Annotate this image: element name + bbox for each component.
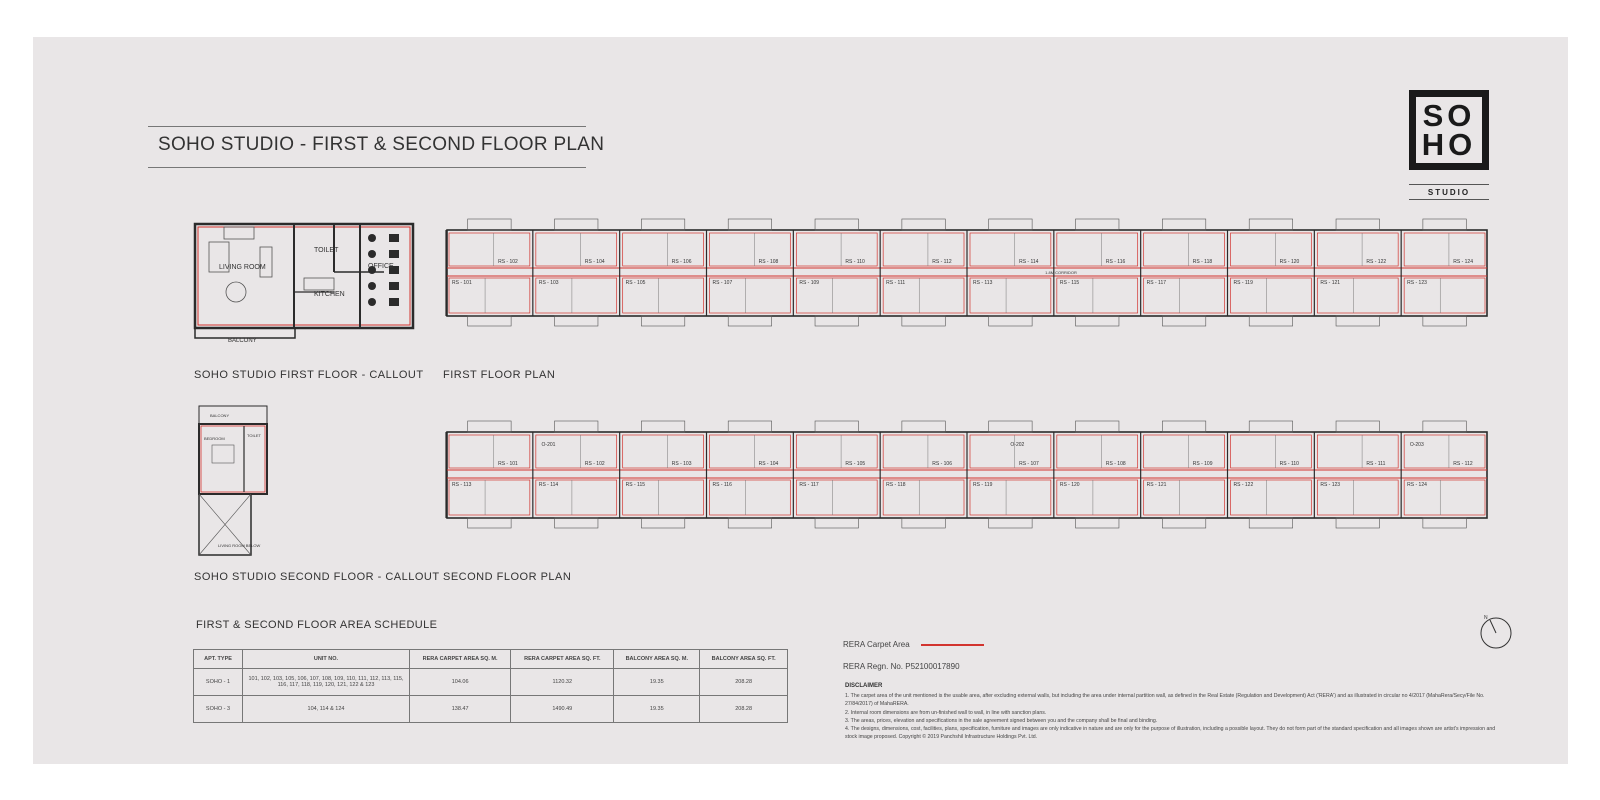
schedule-col-header: BALCONY AREA SQ. M. <box>614 650 700 669</box>
callout2-toilet-label: TOILET <box>247 433 261 438</box>
first-floor-unit-label: RS - 111 <box>886 280 906 286</box>
table-row <box>194 669 788 696</box>
callout2-bedroom-label: BEDROOM <box>204 436 225 441</box>
schedule-cell: 138.47 <box>410 696 511 723</box>
logo-line-2: HO <box>1421 127 1477 162</box>
first-floor-unit-label: RS - 108 <box>758 259 779 265</box>
schedule-cell: 208.28 <box>700 696 788 723</box>
callout2-balcony-label: BALCONY <box>210 413 230 418</box>
second-floor-unit-label: RS - 122 <box>1233 482 1254 488</box>
schedule-cell: 104, 114 & 124 <box>243 696 410 723</box>
legend-swatch <box>921 644 984 646</box>
disclaimer-item: 4. The designs, dimensions, cost, facilities, plans, specification, furniture and images are only indicative in nature and are only for the purpose of illustration, including a possible layout. They do not form part of the standard specification and all images shown are artist's impression and stock image proposed. Copyright © 2019 Panchshil Infrastructure Holdings Pvt. Ltd. <box>845 726 1496 741</box>
second-floor-unit-label: RS - 113 <box>452 482 472 488</box>
second-floor-unit-label: RS - 104 <box>758 461 779 467</box>
second-floor-unit-label: RS - 118 <box>886 482 906 488</box>
office-unit-label: O-201 <box>541 442 556 448</box>
first-floor-unit-label: RS - 115 <box>1059 280 1080 286</box>
second-floor-unit-label: RS - 101 <box>498 461 518 467</box>
first-floor-unit-label: RS - 122 <box>1366 259 1387 265</box>
second-floor-unit-label: RS - 111 <box>1366 461 1386 467</box>
first-floor-unit-label: RS - 121 <box>1320 280 1341 286</box>
second-floor-unit-label: RS - 102 <box>584 461 605 467</box>
first-floor-unit-label: RS - 116 <box>1105 259 1126 265</box>
disclaimer-item: 1. The carpet area of the unit mentioned is the usable area, after excluding external walls, but including the area under internal partition wall, as defined in the Real Estate (Regulation and Development) Act ('RERA') and as illustrated in circular no 4/2017 (MahaRera/Secy/File No. 27/84/2017) of MahaRERA. <box>845 693 1485 708</box>
north-label: N <box>1484 615 1488 621</box>
callout-kitchen-label: KITCHEN <box>314 291 345 298</box>
second-floor-unit-label: RS - 107 <box>1019 461 1039 467</box>
first-floor-unit-label: RS - 117 <box>1146 280 1167 286</box>
schedule-title: FIRST & SECOND FLOOR AREA SCHEDULE <box>196 619 438 631</box>
callout-balcony-label: BALCONY <box>228 338 257 344</box>
page-title: SOHO STUDIO - FIRST & SECOND FLOOR PLAN <box>158 134 605 155</box>
second-plan-caption: SECOND FLOOR PLAN <box>443 571 572 583</box>
second-floor-unit-label: RS - 105 <box>845 461 866 467</box>
second-floor-unit-label: RS - 114 <box>538 482 559 488</box>
callout2-living-below-label: LIVING ROOM BELOW <box>218 543 261 548</box>
corridor-label: 1.8M CORRIDOR <box>1045 270 1077 275</box>
first-floor-unit-label: RS - 104 <box>584 259 605 265</box>
second-floor-unit-label: RS - 119 <box>973 482 993 488</box>
schedule-cell: 208.28 <box>700 669 788 696</box>
second-floor-unit-label: RS - 117 <box>799 482 819 488</box>
schedule-cell: 1120.32 <box>511 669 614 696</box>
first-floor-plan <box>446 218 1488 328</box>
office-unit-label: O-203 <box>1409 442 1424 448</box>
schedule-header-row <box>194 650 788 669</box>
second-floor-unit-label: RS - 124 <box>1407 482 1427 488</box>
first-floor-unit-label: RS - 120 <box>1279 259 1300 265</box>
first-floor-unit-label: RS - 118 <box>1192 259 1213 265</box>
schedule-col-header: RERA CARPET AREA SQ. M. <box>410 650 511 669</box>
disclaimer-item: 3. The areas, prices, elevation and specifications in the sale agreement signed between you and the company shall be final and binding. <box>845 717 1158 724</box>
first-floor-unit-label: RS - 107 <box>712 280 733 286</box>
second-floor-unit-label: RS - 116 <box>712 482 732 488</box>
schedule-col-header: BALCONY AREA SQ. FT. <box>700 650 788 669</box>
schedule-cell: 19.35 <box>614 669 700 696</box>
first-floor-unit-label: RS - 105 <box>625 280 646 286</box>
first-floor-unit-label: RS - 102 <box>498 259 518 265</box>
schedule-cell: SOHO - 1 <box>194 669 243 696</box>
first-floor-unit-label: RS - 119 <box>1233 280 1253 286</box>
logo-subtitle: STUDIO <box>1409 184 1489 200</box>
schedule-col-header: APT. TYPE <box>194 650 243 669</box>
second-floor-unit-label: RS - 121 <box>1146 482 1167 488</box>
area-schedule-table <box>193 649 788 723</box>
disclaimer-item: 2. Internal room dimensions are from un-finished wall to wall, in line with sanction plans. <box>845 709 1047 716</box>
second-callout-caption: SOHO STUDIO SECOND FLOOR - CALLOUT <box>194 571 440 583</box>
second-floor-unit-label: RS - 109 <box>1192 461 1213 467</box>
first-floor-unit-label: RS - 101 <box>452 280 472 286</box>
north-arrow-icon <box>1479 613 1513 649</box>
rera-registration: RERA Regn. No. P52100017890 <box>843 662 960 671</box>
second-floor-unit-label: RS - 110 <box>1279 461 1299 467</box>
second-floor-unit-label: RS - 120 <box>1059 482 1080 488</box>
second-floor-unit-label: RS - 103 <box>671 461 692 467</box>
office-unit-label: O-202 <box>1010 442 1025 448</box>
first-callout-caption: SOHO STUDIO FIRST FLOOR - CALLOUT <box>194 369 424 381</box>
second-floor-callout-plan <box>198 405 270 557</box>
schedule-col-header: RERA CARPET AREA SQ. FT. <box>511 650 614 669</box>
first-floor-unit-label: RS - 106 <box>671 259 692 265</box>
first-floor-unit-label: RS - 110 <box>845 259 865 265</box>
callout-living-label: LIVING ROOM <box>219 264 266 271</box>
disclaimer-title: DISCLAIMER <box>845 683 883 689</box>
second-floor-unit-label: RS - 106 <box>932 461 953 467</box>
schedule-cell: 104.06 <box>410 669 511 696</box>
schedule-cell: 1490.49 <box>511 696 614 723</box>
first-floor-callout-plan <box>194 212 416 344</box>
soho-logo <box>1409 90 1489 170</box>
table-row <box>194 696 788 723</box>
second-floor-unit-label: RS - 123 <box>1320 482 1341 488</box>
schedule-cell: 101, 102, 103, 105, 106, 107, 108, 109, 110, 111, 112, 113, 115, 116, 117, 118, 119, 120, 121, 122 & 123 <box>243 669 410 696</box>
schedule-col-header: UNIT NO. <box>243 650 410 669</box>
first-floor-unit-label: RS - 113 <box>973 280 993 286</box>
disclaimer-list <box>845 692 1505 742</box>
first-floor-unit-label: RS - 114 <box>1019 259 1039 265</box>
schedule-cell: 19.35 <box>614 696 700 723</box>
callout-toilet-label: TOILET <box>314 247 339 254</box>
second-floor-plan <box>446 420 1488 530</box>
callout-office-label: OFFICE <box>368 263 394 270</box>
second-floor-unit-label: RS - 108 <box>1105 461 1126 467</box>
second-floor-unit-label: RS - 112 <box>1453 461 1473 467</box>
first-floor-unit-label: RS - 109 <box>799 280 820 286</box>
logo-line-1: SO <box>1422 98 1476 133</box>
first-floor-unit-label: RS - 112 <box>932 259 952 265</box>
first-plan-caption: FIRST FLOOR PLAN <box>443 369 556 381</box>
first-floor-unit-label: RS - 103 <box>538 280 559 286</box>
first-floor-unit-label: RS - 123 <box>1407 280 1427 286</box>
first-floor-unit-label: RS - 124 <box>1453 259 1474 265</box>
schedule-cell: SOHO - 3 <box>194 696 243 723</box>
second-floor-unit-label: RS - 115 <box>625 482 646 488</box>
legend-label: RERA Carpet Area <box>843 640 910 649</box>
